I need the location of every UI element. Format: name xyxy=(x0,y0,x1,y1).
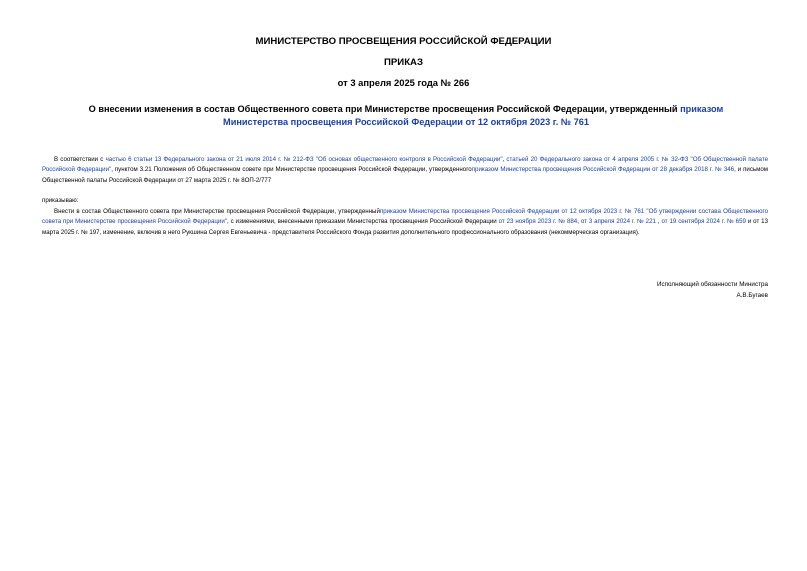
preamble-paragraph xyxy=(42,155,768,186)
order-text-4: , xyxy=(655,218,662,226)
signatory-name: А.В.Бугаев xyxy=(736,291,768,299)
document-title xyxy=(56,103,756,128)
order-884-link[interactable]: от 23 ноября 2023 г. № 884 xyxy=(498,218,578,226)
signatory-position: Исполняющий обязанности Министра xyxy=(656,281,768,288)
order-text-5: и от 13 марта 2025 г. № 197, изменение, включив в него Рукшина Сергея Евгеньевича - представителя Российского Фонда развития дополнительного профессионального образования (некоммерческая организация). xyxy=(42,218,768,236)
order-text-3: , xyxy=(577,218,581,226)
document-type: ПРИКАЗ xyxy=(384,57,423,68)
order-text-1: Внести в состав Общественного совета при Министерстве просвещения Российской Федерации, утвержденный xyxy=(54,208,380,215)
order-221-link[interactable]: от 3 апреля 2024 г. № 221 xyxy=(580,218,656,226)
ministry-heading: МИНИСТЕРСТВО ПРОСВЕЩЕНИЯ РОССИЙСКОЙ ФЕДЕРАЦИИ xyxy=(255,36,552,47)
order-761-link[interactable]: приказом Министерства просвещения Российской Федерации от 12 октября 2023 г. № 761 "Об утверждении состава Общественного совета при Министерстве просвещения Российской Федерации" xyxy=(42,208,768,226)
order-346-link[interactable]: приказом Министерства просвещения Российской Федерации от 28 декабря 2018 г. № 346 xyxy=(471,166,735,174)
law-32-link[interactable]: статьей 20 Федерального закона от 4 апреля 2005 г. № 32-ФЗ "Об Общественной палате Российской Федерации" xyxy=(42,156,768,174)
title-text: О внесении изменения в состав Общественного совета при Министерстве просвещения Российской Федерации, утвержденный xyxy=(88,104,681,114)
preamble-text-4: , и письмом Общественной палаты Российской Федерации от 27 марта 2025 г. № 8ОП-2/777 xyxy=(42,166,768,184)
signature-block xyxy=(657,280,768,301)
preamble-text-2: , xyxy=(502,156,507,163)
preamble-text-1: В соответствии с xyxy=(54,156,106,163)
order-word: приказываю: xyxy=(42,197,79,204)
order-text-2: , с изменениями, внесенными приказами Министерства просвещения Российской Федерации xyxy=(226,218,499,226)
order-659-link[interactable]: от 19 сентября 2024 г. № 659 xyxy=(661,218,746,226)
law-212-link[interactable]: частью 6 статьи 13 Федерального закона от 21 июля 2014 г. № 212-ФЗ "Об основах общественного контроля в Российской Федерации" xyxy=(105,156,503,163)
document-date-number: от 3 апреля 2025 года № 266 xyxy=(337,77,470,88)
title-order-link[interactable]: приказом Министерства просвещения Российской Федерации от 12 октября 2023 г. № 761 xyxy=(223,104,724,127)
preamble-text-3: , пунктом 3.21 Положения об Общественном совете при Министерстве просвещения Российской Федерации, утвержденного xyxy=(111,166,472,174)
order-paragraph xyxy=(42,207,768,238)
